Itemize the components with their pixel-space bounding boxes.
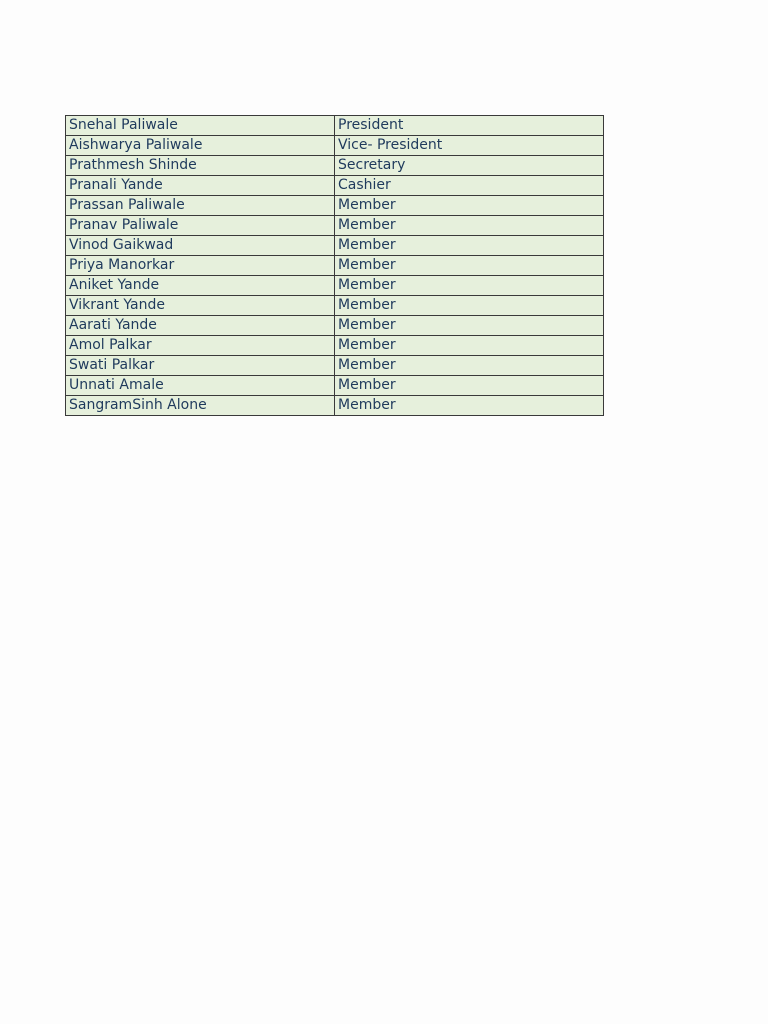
- member-role-cell: Secretary: [335, 156, 604, 176]
- table-row: [66, 356, 604, 376]
- member-name-cell: Amol Palkar: [66, 336, 335, 356]
- member-role-cell: Member: [335, 276, 604, 296]
- member-name-cell: Snehal Paliwale: [66, 116, 335, 136]
- table-row: [66, 216, 604, 236]
- member-name-cell: Unnati Amale: [66, 376, 335, 396]
- table-row: [66, 116, 604, 136]
- table-row: [66, 396, 604, 416]
- member-role-cell: Member: [335, 356, 604, 376]
- table-row: [66, 176, 604, 196]
- table-row: [66, 316, 604, 336]
- table-row: [66, 236, 604, 256]
- member-name-cell: Prassan Paliwale: [66, 196, 335, 216]
- member-name-cell: Priya Manorkar: [66, 256, 335, 276]
- member-role-cell: President: [335, 116, 604, 136]
- member-role-cell: Member: [335, 296, 604, 316]
- member-role-cell: Member: [335, 376, 604, 396]
- table-row: [66, 336, 604, 356]
- member-name-cell: Aishwarya Paliwale: [66, 136, 335, 156]
- member-name-cell: Vikrant Yande: [66, 296, 335, 316]
- member-name-cell: Aniket Yande: [66, 276, 335, 296]
- member-role-cell: Member: [335, 196, 604, 216]
- table-row: [66, 256, 604, 276]
- table-row: [66, 376, 604, 396]
- member-name-cell: Swati Palkar: [66, 356, 335, 376]
- member-name-cell: Pranali Yande: [66, 176, 335, 196]
- member-role-cell: Member: [335, 336, 604, 356]
- table-row: [66, 276, 604, 296]
- table-row: [66, 136, 604, 156]
- member-role-cell: Member: [335, 216, 604, 236]
- member-role-cell: Vice- President: [335, 136, 604, 156]
- table-row: [66, 196, 604, 216]
- member-name-cell: Pranav Paliwale: [66, 216, 335, 236]
- member-role-cell: Member: [335, 236, 604, 256]
- member-role-cell: Member: [335, 256, 604, 276]
- member-name-cell: Aarati Yande: [66, 316, 335, 336]
- member-name-cell: Prathmesh Shinde: [66, 156, 335, 176]
- member-name-cell: SangramSinh Alone: [66, 396, 335, 416]
- member-role-cell: Cashier: [335, 176, 604, 196]
- member-role-cell: Member: [335, 396, 604, 416]
- member-roster-table: [65, 115, 604, 416]
- table-row: [66, 156, 604, 176]
- member-name-cell: Vinod Gaikwad: [66, 236, 335, 256]
- member-role-cell: Member: [335, 316, 604, 336]
- table-row: [66, 296, 604, 316]
